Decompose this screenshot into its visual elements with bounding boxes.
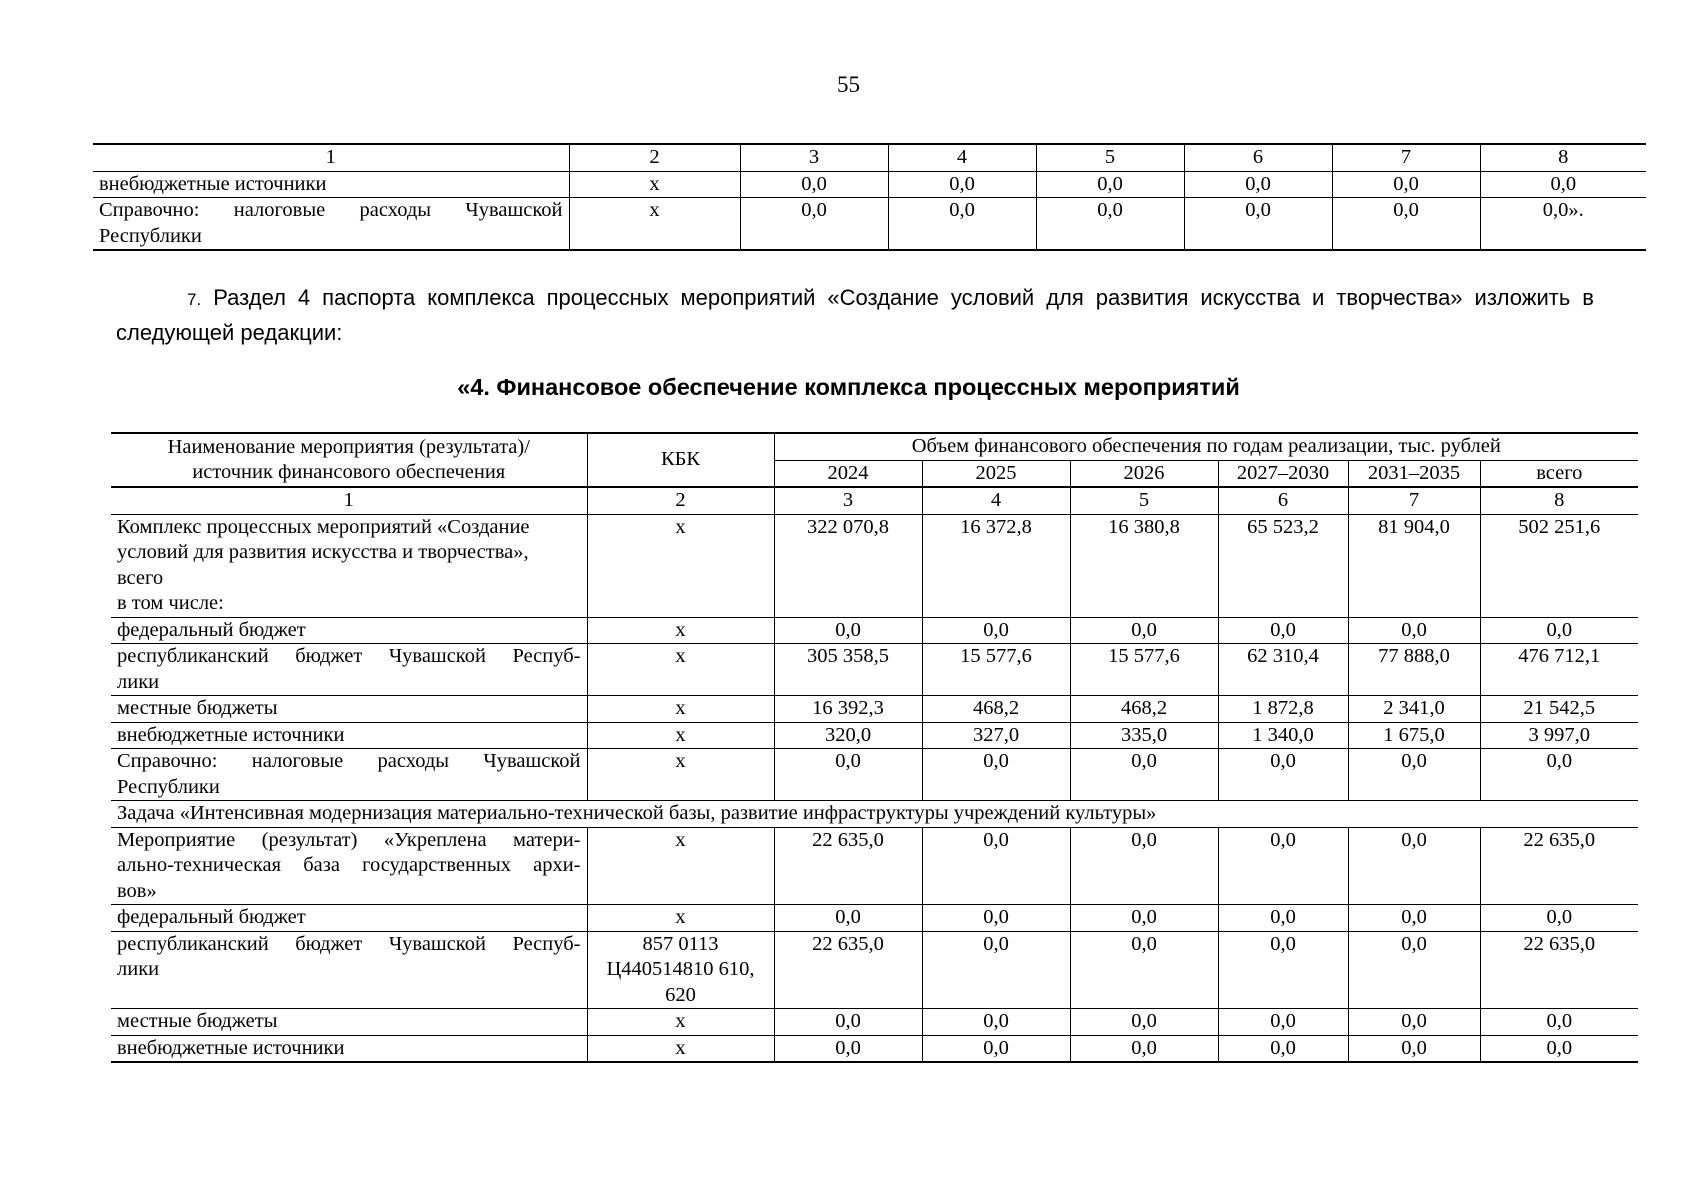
year-header: 2026 [1070, 460, 1218, 487]
value-cell: 0,0 [1332, 198, 1480, 251]
value-cell: 0,0 [1348, 905, 1480, 932]
table-row [111, 1009, 1638, 1036]
value-cell: 16 372,8 [922, 514, 1070, 617]
value-cell: 0,0 [1070, 617, 1218, 644]
row-label-line: местные бюджеты [117, 1010, 278, 1032]
kbk-cell [587, 617, 774, 644]
row-label [111, 617, 587, 644]
value-cell: 0,0 [740, 171, 888, 198]
value-cell: 0,0 [1218, 931, 1348, 1009]
year-header: всего [1480, 460, 1638, 487]
table-row [111, 696, 1638, 723]
column-number: 1 [93, 144, 569, 171]
value-cell: 1 675,0 [1348, 722, 1480, 749]
value-cell: 3 997,0 [1480, 722, 1638, 749]
value-cell: 0,0 [1480, 171, 1646, 198]
row-label-line: республиканский бюджет Чувашской Респуб- [117, 645, 581, 667]
row-label-line: в том числе: [117, 592, 224, 614]
value-cell: 21 542,5 [1480, 696, 1638, 723]
table-row [111, 749, 1638, 801]
value-cell: 0,0 [1480, 1035, 1638, 1062]
value-cell: 0,0 [1332, 171, 1480, 198]
kbk-cell [587, 644, 774, 696]
kbk-line: х [675, 723, 686, 746]
table-row [111, 827, 1638, 905]
kbk-cell [587, 827, 774, 905]
kbk-line: х [675, 828, 686, 851]
value-cell: 0,0 [888, 198, 1036, 251]
value-cell: 0,0 [922, 905, 1070, 932]
value-cell: 0,0 [1218, 1009, 1348, 1036]
value-cell: 0,0 [1480, 905, 1638, 932]
row-label-line: республиканский бюджет Чувашской Респуб- [117, 932, 581, 955]
kbk-cell [587, 514, 774, 617]
instruction-paragraph [116, 281, 1594, 349]
value-cell: 0,0 [1480, 1009, 1638, 1036]
value-cell: 322 070,8 [774, 514, 922, 617]
column-number: 8 [1480, 487, 1638, 514]
table-row [111, 617, 1638, 644]
column-number: 5 [1036, 144, 1184, 171]
value-cell: 320,0 [774, 722, 922, 749]
kbk-cell [587, 749, 774, 801]
row-label [111, 1009, 587, 1036]
year-header: 2027–2030 [1218, 460, 1348, 487]
column-number: 3 [774, 487, 922, 514]
value-cell: 22 635,0 [1480, 931, 1638, 1009]
row-label-line: внебюджетные источники [117, 723, 345, 746]
table-row [93, 171, 1646, 198]
table-row [111, 722, 1638, 749]
kbk-cell [587, 696, 774, 723]
value-cell: 62 310,4 [1218, 644, 1348, 696]
value-cell: 0,0 [1348, 931, 1480, 1009]
table-row [111, 931, 1638, 1009]
row-label-line: внебюджетные источники [117, 1036, 345, 1059]
value-cell: 22 635,0 [774, 931, 922, 1009]
name-column-header [111, 433, 587, 487]
kbk-column-header: КБК [587, 433, 774, 487]
value-cell: 0,0 [922, 1009, 1070, 1036]
value-cell: 0,0 [1070, 1035, 1218, 1062]
kbk-line: х [675, 750, 686, 772]
column-number: 2 [569, 144, 740, 171]
value-cell: 0,0 [1184, 198, 1332, 251]
row-label [111, 644, 587, 696]
paragraph-number: 7. [187, 290, 202, 309]
value-cell: 0,0 [774, 1009, 922, 1036]
row-label [111, 1035, 587, 1062]
row-label-line: местные бюджеты [117, 697, 278, 719]
row-label [111, 696, 587, 723]
value-cell: 305 358,5 [774, 644, 922, 696]
value-cell: 16 380,8 [1070, 514, 1218, 617]
kbk-line: 620 [665, 983, 696, 1006]
row-label [111, 749, 587, 801]
value-cell: 0,0 [1070, 749, 1218, 801]
kbk-cell [587, 1009, 774, 1036]
value-cell: 0,0 [1480, 617, 1638, 644]
column-number: 8 [1480, 144, 1646, 171]
row-label-line: Справочно: налоговые расходы Чувашской [117, 750, 581, 772]
value-cell: 0,0 [922, 931, 1070, 1009]
column-number: 6 [1218, 487, 1348, 514]
row-label-line: Республики [117, 775, 220, 798]
row-label-line: федеральный бюджет [117, 618, 306, 641]
value-cell: 0,0 [1070, 1009, 1218, 1036]
value-cell: 0,0 [1480, 749, 1638, 801]
kbk-line: Ц440514810 610, [606, 958, 755, 980]
continued-finance-table [93, 143, 1646, 251]
value-cell: 22 635,0 [774, 827, 922, 905]
table-row [111, 514, 1638, 617]
kbk-cell [587, 722, 774, 749]
row-label-line: всего [117, 566, 164, 589]
value-cell: 0,0 [922, 1035, 1070, 1062]
value-cell: 468,2 [1070, 696, 1218, 723]
kbk-line: х [675, 906, 686, 928]
row-label-line: федеральный бюджет [117, 906, 306, 928]
table-row [111, 1035, 1638, 1062]
value-cell: 0,0 [1348, 749, 1480, 801]
value-cell: 0,0 [1218, 749, 1348, 801]
row-label-line: условий для развития искусства и творчества», [117, 541, 529, 563]
row-label-line: вов» [117, 879, 157, 902]
row-label [111, 514, 587, 617]
value-cell: 0,0 [1348, 617, 1480, 644]
value-cell: 0,0 [1218, 827, 1348, 905]
task-row [111, 801, 1638, 828]
value-cell: 0,0 [1184, 171, 1332, 198]
value-cell: 0,0 [922, 617, 1070, 644]
column-number: 2 [587, 487, 774, 514]
value-cell: 0,0 [1036, 198, 1184, 251]
row-label [111, 905, 587, 932]
year-header: 2025 [922, 460, 1070, 487]
value-cell: 0,0 [1036, 171, 1184, 198]
value-cell: 0,0 [774, 1035, 922, 1062]
row-label-line: лики [117, 670, 160, 693]
volume-header: Объем финансового обеспечения по годам реализации, тыс. рублей [774, 433, 1638, 460]
value-cell: 335,0 [1070, 722, 1218, 749]
column-number-row [93, 144, 1646, 171]
year-header: 2024 [774, 460, 922, 487]
table-row [111, 905, 1638, 932]
value-cell: 0,0 [1070, 905, 1218, 932]
value-cell: 476 712,1 [1480, 644, 1638, 696]
value-cell: 1 872,8 [1218, 696, 1348, 723]
finance-table [111, 432, 1638, 1063]
kbk-line: х [675, 1036, 686, 1059]
column-number: 1 [111, 487, 587, 514]
column-number: 4 [922, 487, 1070, 514]
kbk-line: х [675, 1010, 686, 1032]
value-cell: 0,0 [1070, 827, 1218, 905]
kbk-cell [587, 931, 774, 1009]
row-label-line: Республики [99, 224, 202, 247]
column-number: 5 [1070, 487, 1218, 514]
value-cell: 0,0 [740, 198, 888, 251]
value-cell: 0,0 [774, 749, 922, 801]
value-cell: 0,0 [1070, 931, 1218, 1009]
row-label-line: ально-техническая база государственных архи- [117, 854, 581, 876]
value-cell: 22 635,0 [1480, 827, 1638, 905]
kbk-line: х [675, 618, 686, 641]
column-number: 7 [1332, 144, 1480, 171]
column-number-row [111, 487, 1638, 514]
row-label-line: Комплекс процессных мероприятий «Создание [117, 515, 530, 538]
value-cell: 0,0 [922, 749, 1070, 801]
value-cell: 2 341,0 [1348, 696, 1480, 723]
header-line: источник финансового обеспечения [192, 461, 506, 483]
kbk-cell [587, 1035, 774, 1062]
value-cell: 77 888,0 [1348, 644, 1480, 696]
kbk-cell: х [569, 171, 740, 198]
value-cell: 0,0 [1348, 1009, 1480, 1036]
paragraph-text: Раздел 4 паспорта комплекса процессных мероприятий «Создание условий для развития искусства и творчества» изложить в следующей редакции: [116, 285, 1594, 345]
value-cell: 0,0 [774, 905, 922, 932]
header-row [111, 433, 1638, 460]
header-line: Наименование мероприятия (результата)/ [167, 435, 530, 458]
row-label [93, 198, 569, 251]
value-cell: 0,0». [1480, 198, 1646, 251]
value-cell: 0,0 [1218, 1035, 1348, 1062]
row-label [111, 722, 587, 749]
value-cell: 1 340,0 [1218, 722, 1348, 749]
value-cell: 0,0 [774, 617, 922, 644]
value-cell: 0,0 [888, 171, 1036, 198]
row-label [111, 827, 587, 905]
value-cell: 65 523,2 [1218, 514, 1348, 617]
value-cell: 0,0 [922, 827, 1070, 905]
value-cell: 502 251,6 [1480, 514, 1638, 617]
value-cell: 15 577,6 [922, 644, 1070, 696]
section-heading: «4. Финансовое обеспечение комплекса процессных мероприятий [457, 374, 1240, 400]
value-cell: 0,0 [1218, 905, 1348, 932]
value-cell: 15 577,6 [1070, 644, 1218, 696]
row-label: внебюджетные источники [93, 171, 569, 198]
value-cell: 16 392,3 [774, 696, 922, 723]
value-cell: 0,0 [1218, 617, 1348, 644]
value-cell: 0,0 [1348, 827, 1480, 905]
column-number: 7 [1348, 487, 1480, 514]
kbk-line: х [675, 645, 686, 667]
table-row [93, 198, 1646, 251]
kbk-line: х [675, 697, 686, 719]
row-label-line: Справочно: налоговые расходы Чувашской [99, 199, 563, 221]
kbk-line: х [675, 515, 686, 538]
year-header: 2031–2035 [1348, 460, 1480, 487]
column-number: 3 [740, 144, 888, 171]
value-cell: 81 904,0 [1348, 514, 1480, 617]
value-cell: 327,0 [922, 722, 1070, 749]
row-label-line: лики [117, 958, 160, 980]
kbk-line: 857 0113 [642, 932, 719, 955]
column-number: 6 [1184, 144, 1332, 171]
row-label [111, 931, 587, 1009]
column-number: 4 [888, 144, 1036, 171]
value-cell: 468,2 [922, 696, 1070, 723]
kbk-cell [587, 905, 774, 932]
task-title: Задача «Интенсивная модернизация материально-технической базы, развитие инфраструктуры учреждений культуры» [111, 801, 1638, 828]
row-label-line: Мероприятие (результат) «Укреплена матери- [117, 828, 581, 851]
page-number: 55 [837, 72, 860, 97]
value-cell: 0,0 [1348, 1035, 1480, 1062]
kbk-cell: х [569, 198, 740, 251]
table-row [111, 644, 1638, 696]
